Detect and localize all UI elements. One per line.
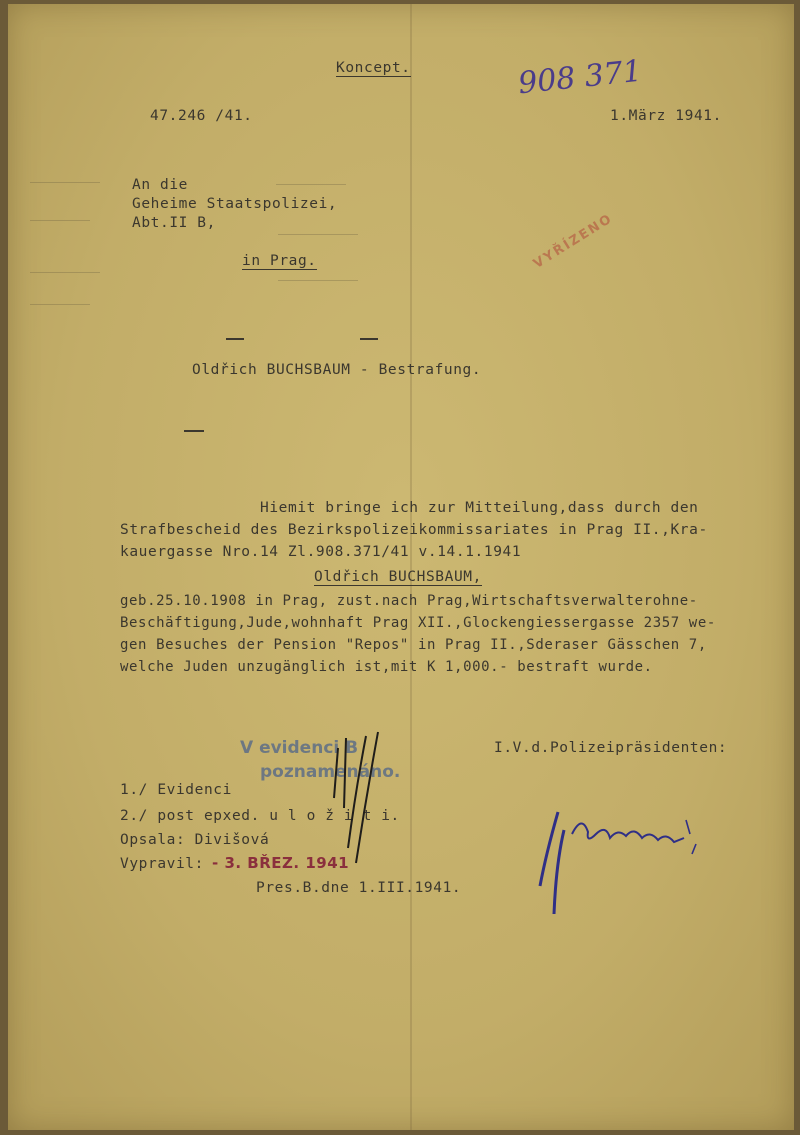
body-line: welche Juden unzugänglich ist,mit K 1,000.- bestraft wurde. bbox=[120, 659, 653, 675]
separator-dash bbox=[184, 430, 204, 432]
red-received-stamp: VYŘÍZENO bbox=[530, 211, 616, 272]
body-line: gen Besuches der Pension "Repos" in Prag II.,Sderaser Gässchen 7, bbox=[120, 637, 707, 653]
faint-rule bbox=[276, 184, 346, 185]
faint-rule bbox=[30, 182, 100, 183]
note-line-3: Opsala: Divišová bbox=[120, 832, 270, 848]
faint-rule bbox=[30, 304, 90, 305]
evidence-stamp-line-1: V evidenci B bbox=[240, 738, 359, 758]
blue-signature bbox=[526, 794, 716, 924]
subject-line: Oldřich BUCHSBAUM - Bestrafung. bbox=[192, 362, 482, 378]
note-line-1: 1./ Evidenci bbox=[120, 782, 232, 798]
document-page bbox=[8, 4, 794, 1130]
body-line-name: Oldřich BUCHSBAUM, bbox=[314, 569, 482, 585]
address-line-1: An die bbox=[132, 177, 188, 193]
document-date: 1.März 1941. bbox=[610, 108, 722, 124]
separator-dash bbox=[226, 338, 244, 340]
body-line: Hiemit bringe ich zur Mitteilung,dass durch den bbox=[260, 500, 699, 516]
body-line: Beschäftigung,Jude,wohnhaft Prag XII.,Glockengiessergasse 2357 we- bbox=[120, 615, 716, 631]
handwritten-initial-mark bbox=[326, 728, 396, 868]
faint-rule bbox=[278, 280, 358, 281]
evidence-stamp-line-2: poznamenáno. bbox=[260, 762, 401, 782]
address-line-3: Abt.II B, bbox=[132, 215, 216, 231]
note-line-2: 2./ post epxed. u l o ž i t i. bbox=[120, 808, 400, 824]
body-line: geb.25.10.1908 in Prag, zust.nach Prag,Wirtschaftsverwalterohne- bbox=[120, 593, 698, 609]
handwritten-file-number: 908 371 bbox=[516, 53, 644, 102]
dispatch-date-stamp: - 3. BŘEZ. 1941 bbox=[212, 854, 350, 872]
separator-dash bbox=[360, 338, 378, 340]
address-line-2: Geheime Staatspolizei, bbox=[132, 196, 338, 212]
body-line: Strafbescheid des Bezirkspolizeikommissariates in Prag II.,Kra- bbox=[120, 522, 708, 538]
reference-number: 47.246 /41. bbox=[150, 108, 253, 124]
note-line-5: Pres.B.dne 1.III.1941. bbox=[256, 880, 462, 896]
address-city: in Prag. bbox=[242, 253, 317, 269]
signature-label: I.V.d.Polizeipräsidenten: bbox=[494, 740, 728, 756]
faint-rule bbox=[278, 234, 358, 235]
faint-rule bbox=[30, 220, 90, 221]
faint-rule bbox=[30, 272, 100, 273]
document-title: Koncept. bbox=[336, 60, 411, 76]
paper-fold bbox=[410, 4, 412, 1130]
body-line: kauergasse Nro.14 Zl.908.371/41 v.14.1.1941 bbox=[120, 544, 522, 560]
note-line-4-label: Vypravil: bbox=[120, 856, 204, 872]
